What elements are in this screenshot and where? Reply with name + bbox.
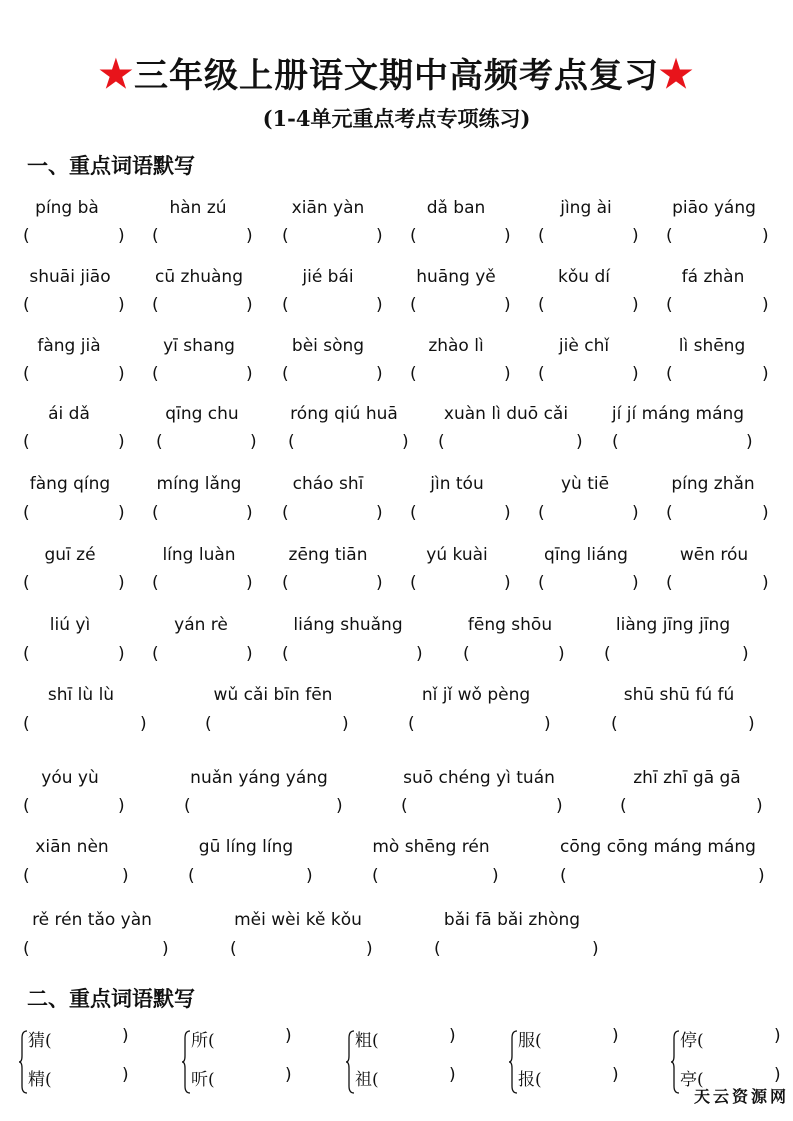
- answer-blank-close: ): [118, 573, 125, 593]
- answer-blank-close: ): [504, 226, 511, 246]
- answer-blank-close[interactable]: ): [774, 1026, 781, 1046]
- answer-blank-close: ): [306, 866, 313, 886]
- red-star-icon: ★: [98, 51, 134, 96]
- pinyin-label: wēn róu: [679, 545, 749, 565]
- answer-blank-open[interactable]: (: [604, 644, 611, 664]
- pinyin-label: píng zhǎn: [671, 474, 755, 494]
- character-label: 听(: [191, 1070, 215, 1090]
- answer-blank-close: ): [376, 503, 383, 523]
- pinyin-label: bèi sòng: [291, 336, 365, 356]
- answer-blank-open[interactable]: (: [401, 796, 408, 816]
- answer-blank-close[interactable]: ): [612, 1065, 619, 1085]
- answer-blank-open[interactable]: (: [23, 503, 30, 523]
- answer-blank-close[interactable]: ): [122, 1065, 129, 1085]
- answer-blank-close: ): [376, 364, 383, 384]
- answer-blank-close: ): [402, 432, 409, 452]
- pinyin-label: fá zhàn: [681, 267, 745, 287]
- answer-blank-close[interactable]: ): [122, 1026, 129, 1046]
- pinyin-label: fēng shōu: [467, 615, 553, 635]
- answer-blank-open[interactable]: (: [156, 432, 163, 452]
- answer-blank-open[interactable]: (: [282, 364, 289, 384]
- answer-blank-close: ): [118, 226, 125, 246]
- pinyin-label: bǎi fā bǎi zhòng: [443, 910, 581, 930]
- answer-blank-close: ): [762, 226, 769, 246]
- answer-blank-open[interactable]: (: [666, 226, 673, 246]
- pinyin-label: fàng jià: [37, 336, 101, 356]
- pinyin-label: jìn tóu: [430, 474, 484, 494]
- answer-blank-open[interactable]: (: [434, 939, 441, 959]
- answer-blank-open[interactable]: (: [152, 573, 159, 593]
- answer-blank-close[interactable]: ): [449, 1065, 456, 1085]
- pinyin-label: xiān yàn: [291, 198, 365, 218]
- left-brace-icon: [18, 1030, 28, 1094]
- answer-blank-close: ): [504, 503, 511, 523]
- answer-blank-close: ): [336, 796, 343, 816]
- pinyin-label: qīng chu: [165, 404, 239, 424]
- answer-blank-open[interactable]: (: [560, 866, 567, 886]
- answer-blank-open[interactable]: (: [538, 226, 545, 246]
- answer-blank-close: ): [758, 866, 765, 886]
- character-label: 停(: [680, 1031, 704, 1051]
- red-star-icon: ★: [659, 51, 695, 96]
- pinyin-label: yán rè: [174, 615, 228, 635]
- answer-blank-open[interactable]: (: [23, 796, 30, 816]
- answer-blank-close: ): [416, 644, 423, 664]
- answer-blank-close: ): [746, 432, 753, 452]
- answer-blank-close: ): [246, 364, 253, 384]
- section-2-title: 二、重点词语默写: [27, 986, 195, 1011]
- pinyin-label: rě rén tǎo yàn: [32, 910, 152, 930]
- answer-blank-close: ): [632, 364, 639, 384]
- answer-blank-close: ): [246, 503, 253, 523]
- section-1-title: 一、重点词语默写: [27, 153, 195, 178]
- answer-blank-open[interactable]: (: [152, 295, 159, 315]
- answer-blank-open[interactable]: (: [205, 714, 212, 734]
- answer-blank-open[interactable]: (: [288, 432, 295, 452]
- answer-blank-open[interactable]: (: [666, 295, 673, 315]
- answer-blank-close: ): [632, 503, 639, 523]
- pinyin-label: píng bà: [35, 198, 99, 218]
- pinyin-label: guī zé: [44, 545, 96, 565]
- title-text: 三年级上册语文期中高频考点复习: [134, 56, 659, 96]
- answer-blank-open[interactable]: (: [666, 573, 673, 593]
- pinyin-label: hàn zú: [169, 198, 227, 218]
- pinyin-label: dǎ ban: [426, 198, 486, 218]
- pinyin-label: shū shū fú fú: [623, 685, 735, 705]
- answer-blank-close: ): [632, 295, 639, 315]
- answer-blank-open[interactable]: (: [410, 503, 417, 523]
- pinyin-label: zhào lì: [428, 336, 484, 356]
- answer-blank-open[interactable]: (: [463, 644, 470, 664]
- answer-blank-open[interactable]: (: [372, 866, 379, 886]
- pinyin-label: lì shēng: [678, 336, 746, 356]
- answer-blank-close: ): [118, 432, 125, 452]
- answer-blank-open[interactable]: (: [666, 364, 673, 384]
- answer-blank-open[interactable]: (: [282, 226, 289, 246]
- answer-blank-close: ): [504, 573, 511, 593]
- answer-blank-open[interactable]: (: [620, 796, 627, 816]
- pinyin-label: yī shang: [163, 336, 235, 356]
- answer-blank-close: ): [140, 714, 147, 734]
- answer-blank-open[interactable]: (: [230, 939, 237, 959]
- answer-blank-close[interactable]: ): [774, 1065, 781, 1085]
- watermark: 天云资源网: [693, 1087, 789, 1106]
- answer-blank-open[interactable]: (: [611, 714, 618, 734]
- page-subtitle: (1-4单元重点考点专项练习): [262, 106, 531, 131]
- answer-blank-close: ): [492, 866, 499, 886]
- pinyin-label: shuāi jiāo: [29, 267, 111, 287]
- pinyin-label: liàng jīng jīng: [615, 615, 731, 635]
- answer-blank-close: ): [762, 295, 769, 315]
- answer-blank-open[interactable]: (: [282, 573, 289, 593]
- pinyin-label: míng lǎng: [156, 474, 242, 494]
- pinyin-label: shī lù lù: [47, 685, 115, 705]
- pinyin-label: jí jí máng máng: [611, 404, 745, 424]
- answer-blank-close: ): [742, 644, 749, 664]
- answer-blank-close: ): [342, 714, 349, 734]
- answer-blank-open[interactable]: (: [410, 226, 417, 246]
- answer-blank-open[interactable]: (: [410, 364, 417, 384]
- answer-blank-open[interactable]: (: [23, 295, 30, 315]
- answer-blank-open[interactable]: (: [612, 432, 619, 452]
- answer-blank-close[interactable]: ): [612, 1026, 619, 1046]
- pinyin-label: yú kuài: [426, 545, 488, 565]
- character-label: 亭(: [680, 1070, 704, 1090]
- answer-blank-open[interactable]: (: [282, 295, 289, 315]
- pinyin-label: zēng tiān: [288, 545, 368, 565]
- pinyin-label: huāng yě: [416, 267, 496, 287]
- answer-blank-close: ): [246, 573, 253, 593]
- answer-blank-close: ): [246, 295, 253, 315]
- answer-blank-close[interactable]: ): [449, 1026, 456, 1046]
- answer-blank-open[interactable]: (: [438, 432, 445, 452]
- answer-blank-open[interactable]: (: [282, 503, 289, 523]
- character-label: 祖(: [355, 1070, 379, 1090]
- answer-blank-open[interactable]: (: [23, 226, 30, 246]
- left-brace-icon: [670, 1030, 680, 1094]
- left-brace-icon: [181, 1030, 191, 1094]
- answer-blank-close: ): [122, 866, 129, 886]
- pinyin-label: fàng qíng: [29, 474, 111, 494]
- answer-blank-close: ): [762, 573, 769, 593]
- answer-blank-open[interactable]: (: [152, 503, 159, 523]
- pinyin-label: měi wèi kě kǒu: [234, 910, 362, 930]
- answer-blank-close: ): [118, 796, 125, 816]
- character-label: 猜(: [28, 1031, 52, 1051]
- answer-blank-open[interactable]: (: [152, 364, 159, 384]
- answer-blank-close: ): [504, 364, 511, 384]
- answer-blank-close: ): [544, 714, 551, 734]
- answer-blank-open[interactable]: (: [188, 866, 195, 886]
- answer-blank-close: ): [592, 939, 599, 959]
- answer-blank-open[interactable]: (: [152, 226, 159, 246]
- answer-blank-open[interactable]: (: [23, 866, 30, 886]
- pinyin-label: qīng liáng: [544, 545, 628, 565]
- pinyin-label: nǐ jǐ wǒ pèng: [421, 685, 531, 705]
- pinyin-label: yù tiē: [560, 474, 610, 494]
- pinyin-label: ái dǎ: [48, 404, 90, 424]
- answer-blank-close: ): [504, 295, 511, 315]
- pinyin-label: suō chéng yì tuán: [403, 768, 555, 788]
- answer-blank-open[interactable]: (: [410, 573, 417, 593]
- answer-blank-close: ): [250, 432, 257, 452]
- pinyin-label: jié bái: [302, 267, 354, 287]
- character-label: 服(: [518, 1031, 542, 1051]
- answer-blank-close: ): [756, 796, 763, 816]
- answer-blank-close: ): [576, 432, 583, 452]
- left-brace-icon: [345, 1030, 355, 1094]
- answer-blank-open[interactable]: (: [152, 644, 159, 664]
- answer-blank-open[interactable]: (: [23, 644, 30, 664]
- answer-blank-close: ): [118, 295, 125, 315]
- character-label: 所(: [191, 1031, 215, 1051]
- pinyin-label: xuàn lì duō cǎi: [443, 404, 569, 424]
- page-title: [0, 48, 793, 97]
- pinyin-label: líng luàn: [162, 545, 236, 565]
- answer-blank-open[interactable]: (: [23, 939, 30, 959]
- answer-blank-close: ): [118, 503, 125, 523]
- answer-blank-open[interactable]: (: [282, 644, 289, 664]
- answer-blank-open[interactable]: (: [538, 573, 545, 593]
- answer-blank-close[interactable]: ): [285, 1026, 292, 1046]
- answer-blank-close: ): [748, 714, 755, 734]
- answer-blank-close: ): [366, 939, 373, 959]
- left-brace-icon: [508, 1030, 518, 1094]
- pinyin-label: jìng ài: [560, 198, 612, 218]
- pinyin-label: róng qiú huā: [290, 404, 398, 424]
- answer-blank-close: ): [376, 573, 383, 593]
- pinyin-label: wǔ cǎi bīn fēn: [213, 685, 333, 705]
- pinyin-label: nuǎn yáng yáng: [190, 768, 328, 788]
- pinyin-label: liú yì: [49, 615, 91, 635]
- pinyin-label: cháo shī: [292, 474, 364, 494]
- answer-blank-close: ): [632, 226, 639, 246]
- answer-blank-close: ): [162, 939, 169, 959]
- answer-blank-close: ): [762, 503, 769, 523]
- pinyin-label: gū líng líng: [198, 837, 294, 857]
- pinyin-label: yóu yù: [41, 768, 99, 788]
- pinyin-label: mò shēng rén: [372, 837, 490, 857]
- answer-blank-open[interactable]: (: [538, 295, 545, 315]
- pinyin-label: kǒu dí: [558, 267, 610, 287]
- answer-blank-close: ): [762, 364, 769, 384]
- answer-blank-close: ): [118, 644, 125, 664]
- answer-blank-open[interactable]: (: [538, 364, 545, 384]
- pinyin-label: xiān nèn: [35, 837, 109, 857]
- answer-blank-close: ): [632, 573, 639, 593]
- answer-blank-close: ): [246, 226, 253, 246]
- answer-blank-open[interactable]: (: [408, 714, 415, 734]
- answer-blank-open[interactable]: (: [666, 503, 673, 523]
- answer-blank-open[interactable]: (: [538, 503, 545, 523]
- pinyin-label: cōng cōng máng máng: [560, 837, 756, 857]
- answer-blank-open[interactable]: (: [410, 295, 417, 315]
- answer-blank-open[interactable]: (: [23, 714, 30, 734]
- pinyin-label: cū zhuàng: [155, 267, 243, 287]
- pinyin-label: liáng shuǎng: [293, 615, 403, 635]
- answer-blank-close: ): [376, 295, 383, 315]
- answer-blank-close: ): [376, 226, 383, 246]
- answer-blank-open[interactable]: (: [23, 364, 30, 384]
- answer-blank-close: ): [556, 796, 563, 816]
- answer-blank-close: ): [118, 364, 125, 384]
- pinyin-label: jiè chǐ: [558, 336, 610, 356]
- pinyin-label: zhī zhī gā gā: [633, 768, 741, 788]
- pinyin-label: piāo yáng: [672, 198, 756, 218]
- answer-blank-close: ): [246, 644, 253, 664]
- answer-blank-close[interactable]: ): [285, 1065, 292, 1085]
- character-label: 粗(: [355, 1031, 379, 1051]
- answer-blank-close: ): [558, 644, 565, 664]
- character-label: 报(: [518, 1070, 542, 1090]
- answer-blank-open[interactable]: (: [23, 573, 30, 593]
- answer-blank-open[interactable]: (: [184, 796, 191, 816]
- answer-blank-open[interactable]: (: [23, 432, 30, 452]
- character-label: 精(: [28, 1070, 52, 1090]
